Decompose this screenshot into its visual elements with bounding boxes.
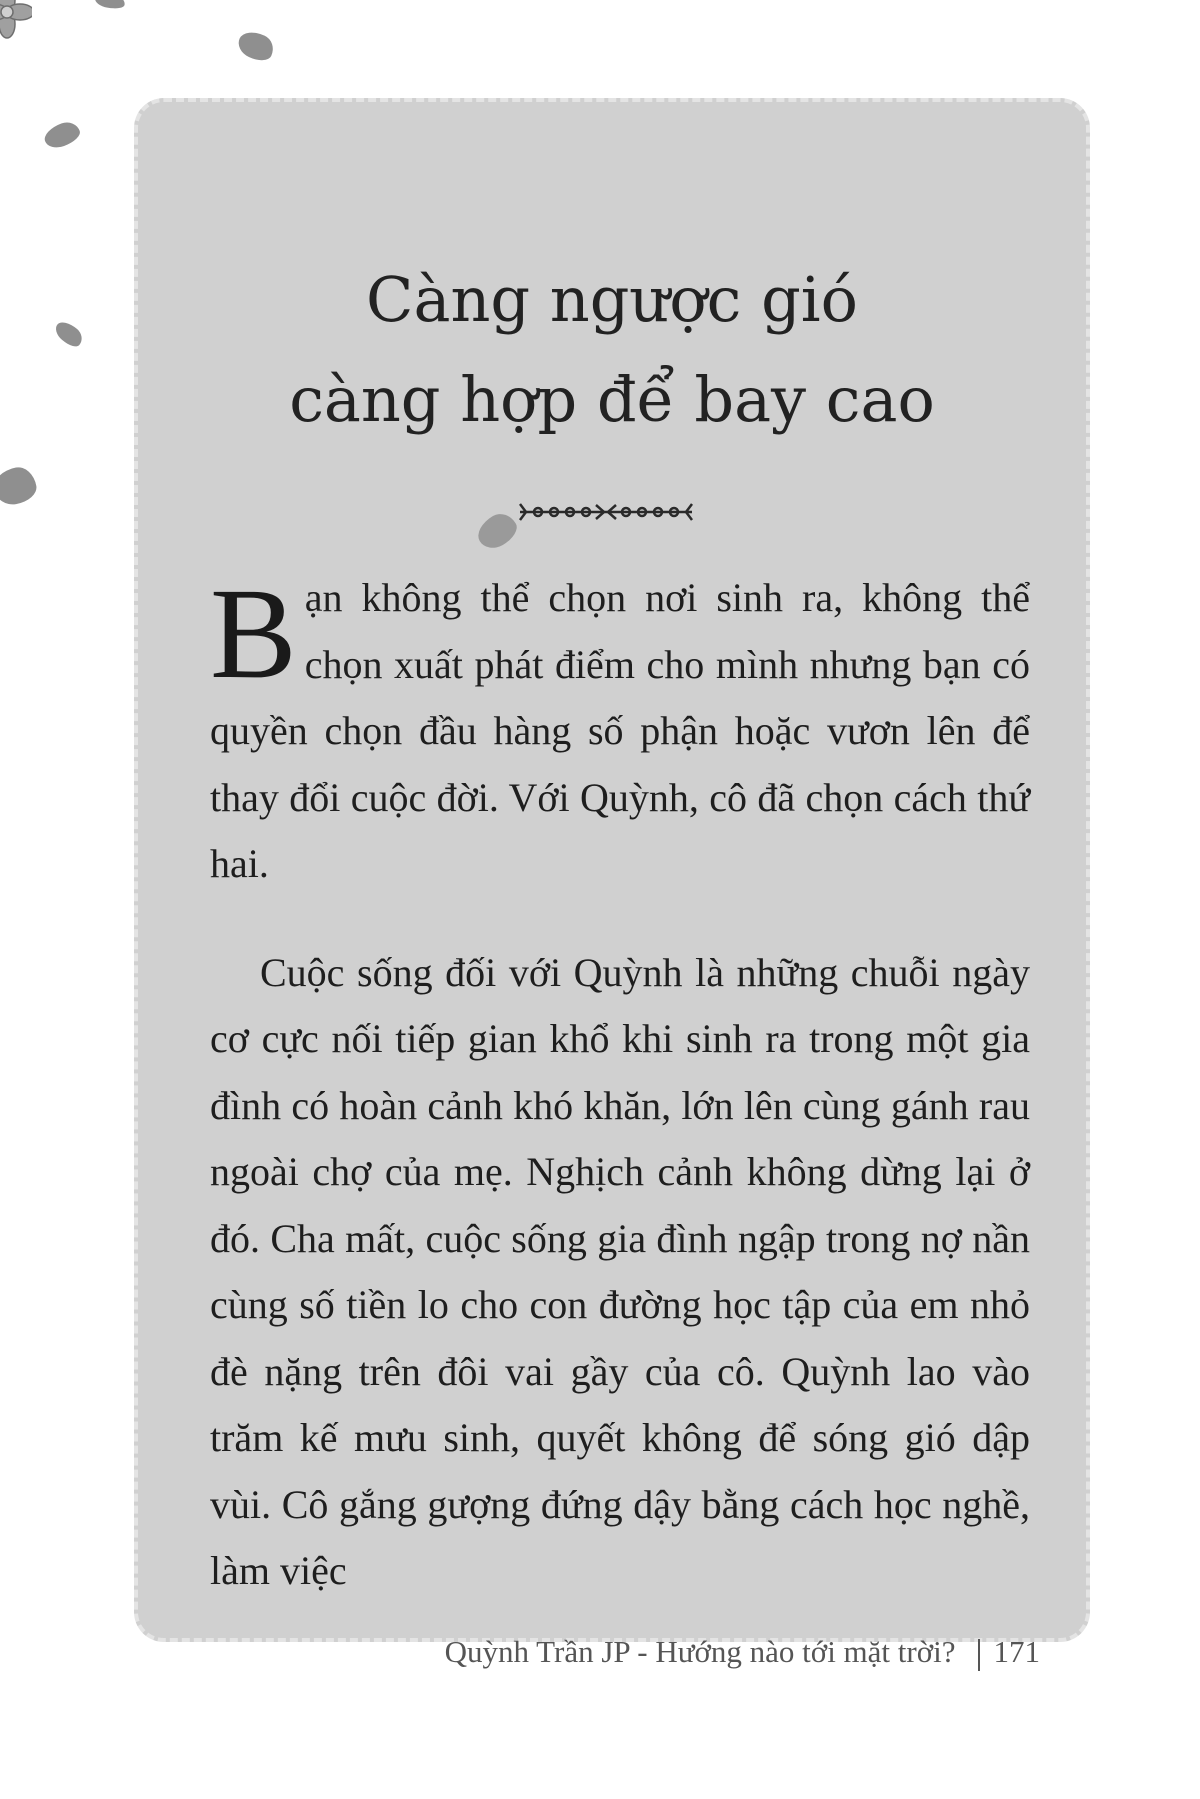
ornament-divider-icon [516, 492, 696, 532]
body-text [210, 562, 1030, 1605]
running-footer [445, 1634, 1040, 1671]
chapter-title-line-1: Càng ngược gió [366, 263, 858, 336]
chapter-title-line-2: càng hợp để bay cao [289, 363, 935, 436]
footer-separator [978, 1639, 980, 1671]
paragraph-1-text: ạn không thể chọn nơi sinh ra, không thể chọn xuất phát điểm cho mình nhưng bạn có quyền chọn đầu hàng số phận hoặc vươn lên để thay đổi cuộc đời. Với Quỳnh, cô đã chọn cách thứ hai. [210, 575, 1030, 886]
drop-cap: B [210, 562, 297, 706]
page-number: 171 [993, 1634, 1040, 1669]
petal-decoration [0, 465, 39, 508]
petal-decoration [94, 0, 126, 10]
chapter-title [134, 250, 1090, 450]
paragraph-1 [210, 562, 1030, 898]
petal-decoration [234, 27, 278, 66]
petal-decoration [52, 317, 87, 350]
petal-decoration [41, 119, 82, 152]
paragraph-2: Cuộc sống đối với Quỳnh là những chuỗi ngày cơ cực nối tiếp gian khổ khi sinh ra trong một gia đình có hoàn cảnh khó khăn, lớn lên cùng gánh rau ngoài chợ của mẹ. Nghịch cảnh không dừng lại ở đó. Cha mất, cuộc sống gia đình ngập trong nợ nần cùng số tiền lo cho con đường học tập của em nhỏ đè nặng trên đôi vai gầy của cô. Quỳnh lao vào trăm kế mưu sinh, quyết không để sóng gió dập vùi. Cô gắng gượng đứng dậy bằng cách học nghề, làm việc [210, 949, 1030, 1593]
flower-decoration [0, 0, 32, 42]
running-title: Quỳnh Trần JP - Hướng nào tới mặt trời? [444, 1634, 956, 1669]
